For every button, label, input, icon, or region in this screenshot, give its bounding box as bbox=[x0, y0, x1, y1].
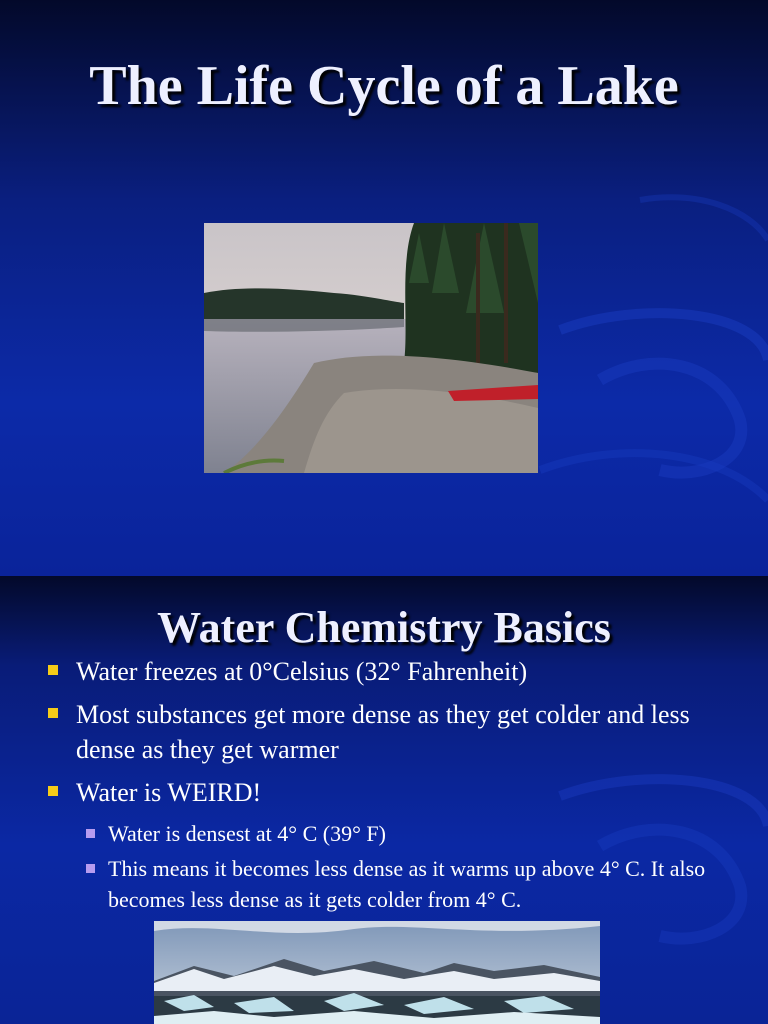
square-bullet-icon bbox=[86, 864, 95, 873]
content-slide bbox=[0, 576, 768, 1024]
bullet-text: Water freezes at 0°Celsius (32° Fahrenheit) bbox=[76, 657, 528, 686]
bullet-text: Most substances get more dense as they get colder and less dense as they get warmer bbox=[76, 700, 690, 764]
bullet-item bbox=[44, 654, 744, 689]
bullet-text: Water is WEIRD! bbox=[76, 778, 262, 807]
square-bullet-icon bbox=[48, 786, 58, 796]
square-bullet-icon bbox=[86, 829, 95, 838]
sub-bullet-text: Water is densest at 4° C (39° F) bbox=[108, 821, 386, 846]
sub-bullet-item bbox=[76, 853, 744, 915]
square-bullet-icon bbox=[48, 708, 58, 718]
bullet-item bbox=[44, 775, 744, 810]
square-bullet-icon bbox=[48, 665, 58, 675]
bullet-list bbox=[44, 654, 744, 919]
sub-bullet-text: This means it becomes less dense as it warms up above 4° C. It also becomes less dense as it gets colder from 4° C. bbox=[108, 856, 706, 912]
slide-title: The Life Cycle of a Lake bbox=[89, 55, 679, 117]
slide-title: Water Chemistry Basics bbox=[157, 603, 611, 652]
lake-shoreline-photo bbox=[204, 223, 538, 473]
sub-bullet-item bbox=[76, 818, 744, 849]
bullet-item bbox=[44, 697, 744, 767]
glacier-lagoon-photo bbox=[154, 921, 600, 1024]
